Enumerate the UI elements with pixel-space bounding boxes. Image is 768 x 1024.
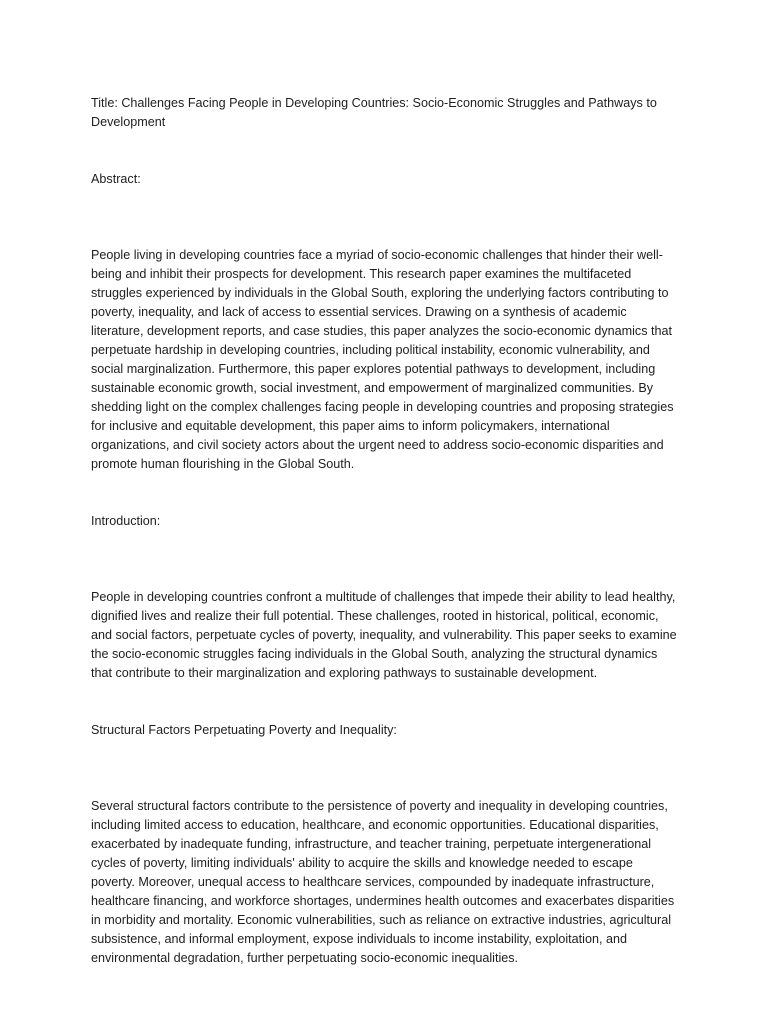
structural-factors-heading: Structural Factors Perpetuating Poverty and Inequality:: [91, 723, 397, 737]
introduction-body: People in developing countries confront a multitude of challenges that impede their ability to lead healthy, dignified lives and realize their full potential. These challenges, rooted in historical, political, economic, and social factors, perpetuate cycles of poverty, inequality, and vulnerability. This paper seeks to examine the socio-economic struggles facing individuals in the Global South, analyzing the structural dynamics that contribute to their marginalization and exploring pathways to sustainable development.: [91, 590, 677, 680]
introduction-heading: Introduction:: [91, 514, 161, 528]
abstract-heading: Abstract:: [91, 172, 141, 186]
document-title: Title: Challenges Facing People in Developing Countries: Socio-Economic Struggles and Pathways to Development: [91, 96, 657, 129]
abstract-body: People living in developing countries face a myriad of socio-economic challenges that hinder their well-being and inhibit their prospects for development. This research paper examines the multifaceted struggles experienced by individuals in the Global South, exploring the underlying factors contributing to poverty, inequality, and lack of access to essential services. Drawing on a synthesis of academic literature, development reports, and case studies, this paper analyzes the socio-economic dynamics that perpetuate hardship in developing countries, including political instability, economic vulnerability, and social marginalization. Furthermore, this paper explores potential pathways to development, including sustainable economic growth, social investment, and empowerment of marginalized communities. By shedding light on the complex challenges facing people in developing countries and proposing strategies for inclusive and equitable development, this paper aims to inform policymakers, international organizations, and civil society actors about the urgent need to address socio-economic disparities and promote human flourishing in the Global South.: [91, 248, 674, 471]
structural-factors-body: Several structural factors contribute to the persistence of poverty and inequality in developing countries, including limited access to education, healthcare, and economic opportunities. Educational disparities, exacerbated by inadequate funding, infrastructure, and teacher training, perpetuate intergenerational cycles of poverty, limiting individuals' ability to acquire the skills and knowledge needed to escape poverty. Moreover, unequal access to healthcare services, compounded by inadequate infrastructure, healthcare financing, and workforce shortages, undermines health outcomes and exacerbates disparities in morbidity and mortality. Economic vulnerabilities, such as reliance on extractive industries, agricultural subsistence, and informal employment, expose individuals to income instability, exploitation, and environmental degradation, further perpetuating socio-economic inequalities.: [91, 799, 675, 965]
